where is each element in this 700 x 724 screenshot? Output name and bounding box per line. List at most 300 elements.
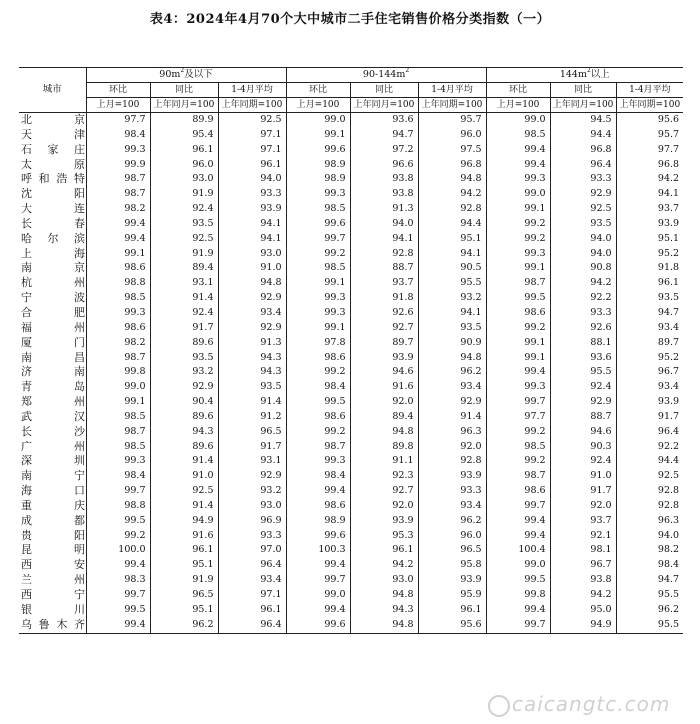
value-cell: 94.0 (550, 247, 616, 262)
value-cell: 96.8 (550, 143, 616, 158)
value-cell: 96.1 (150, 143, 218, 158)
value-cell: 92.8 (418, 202, 486, 217)
city-name: 石家庄 (21, 142, 85, 156)
value-cell: 91.8 (350, 291, 418, 306)
base-header-2-2: 上年同期=100 (616, 98, 683, 113)
value-cell: 99.7 (286, 232, 350, 247)
table-row (19, 410, 683, 425)
value-cell: 94.0 (218, 172, 286, 187)
city-name: 西宁 (21, 588, 85, 601)
table-row (19, 321, 683, 336)
value-cell: 99.1 (486, 336, 550, 351)
value-cell: 94.0 (350, 217, 418, 232)
table-row (19, 529, 683, 544)
value-cell: 94.8 (350, 618, 418, 633)
value-cell: 94.7 (616, 306, 683, 321)
table-row (19, 440, 683, 455)
city-name: 沈阳 (21, 187, 85, 201)
value-cell: 88.1 (550, 336, 616, 351)
value-cell: 93.3 (218, 187, 286, 202)
value-cell: 98.6 (286, 499, 350, 514)
value-cell: 94.2 (550, 588, 616, 603)
value-cell: 99.5 (86, 603, 150, 618)
value-cell: 98.2 (86, 202, 150, 217)
value-cell: 99.2 (86, 529, 150, 544)
value-cell: 91.9 (150, 573, 218, 588)
city-cell (19, 261, 86, 276)
value-cell: 98.1 (550, 543, 616, 558)
value-cell: 96.4 (218, 558, 286, 573)
value-cell: 92.0 (550, 499, 616, 514)
value-cell: 95.3 (350, 529, 418, 544)
value-cell: 96.3 (616, 514, 683, 529)
value-cell: 94.1 (418, 247, 486, 262)
value-cell: 89.9 (150, 113, 218, 128)
city-name: 呼和浩特 (21, 172, 85, 186)
value-cell: 95.6 (418, 618, 486, 633)
value-cell: 92.2 (550, 291, 616, 306)
value-cell: 99.6 (286, 529, 350, 544)
value-cell: 96.5 (218, 425, 286, 440)
value-cell: 94.4 (616, 454, 683, 469)
table-row (19, 484, 683, 499)
city-cell (19, 543, 86, 558)
value-cell: 92.6 (550, 321, 616, 336)
value-cell: 88.7 (350, 261, 418, 276)
value-cell: 94.5 (550, 113, 616, 128)
value-cell: 91.9 (150, 247, 218, 262)
value-cell: 99.0 (286, 588, 350, 603)
value-cell: 99.0 (86, 380, 150, 395)
value-cell: 96.4 (218, 618, 286, 633)
value-cell: 98.9 (286, 514, 350, 529)
city-name: 南昌 (21, 350, 85, 364)
value-cell: 98.6 (86, 261, 150, 276)
city-name: 南京 (21, 261, 85, 275)
value-cell: 94.8 (350, 425, 418, 440)
city-cell (19, 291, 86, 306)
sub-header-0-1: 同比 (150, 83, 218, 98)
value-cell: 93.5 (418, 321, 486, 336)
city-name: 福州 (21, 320, 85, 334)
value-cell: 99.4 (486, 603, 550, 618)
table-row (19, 306, 683, 321)
value-cell: 95.5 (550, 365, 616, 380)
base-header-0-1: 上年同月=100 (150, 98, 218, 113)
sub-header-1-2: 1-4月平均 (418, 83, 486, 98)
value-cell: 96.0 (418, 128, 486, 143)
table-row (19, 425, 683, 440)
value-cell: 98.6 (486, 484, 550, 499)
value-cell: 98.4 (286, 380, 350, 395)
value-cell: 94.1 (616, 187, 683, 202)
city-cell (19, 514, 86, 529)
base-header-2-1: 上年同月=100 (550, 98, 616, 113)
base-header-1-0: 上月=100 (286, 98, 350, 113)
value-cell: 98.7 (86, 425, 150, 440)
value-cell: 96.4 (616, 425, 683, 440)
base-header-row (19, 98, 683, 113)
value-cell: 98.6 (486, 306, 550, 321)
value-cell: 96.2 (418, 365, 486, 380)
table-row (19, 365, 683, 380)
value-cell: 99.0 (486, 558, 550, 573)
value-cell: 99.2 (286, 365, 350, 380)
table-row (19, 558, 683, 573)
value-cell: 96.1 (616, 276, 683, 291)
value-cell: 94.3 (218, 365, 286, 380)
city-cell (19, 247, 86, 262)
value-cell: 95.2 (616, 351, 683, 366)
value-cell: 92.7 (350, 321, 418, 336)
value-cell: 92.9 (218, 291, 286, 306)
value-cell: 97.0 (218, 543, 286, 558)
value-cell: 97.1 (218, 143, 286, 158)
city-cell (19, 172, 86, 187)
value-cell: 92.3 (350, 469, 418, 484)
value-cell: 96.4 (550, 158, 616, 173)
table-title: 表4：2024年4月70个大中城市二手住宅销售价格分类指数（一） (149, 12, 551, 27)
group-header-medium: $90-144m^2$ (286, 68, 486, 83)
value-cell: 98.7 (286, 440, 350, 455)
city-cell (19, 425, 86, 440)
value-cell: 92.5 (150, 484, 218, 499)
city-name: 太原 (21, 157, 85, 171)
table-row (19, 202, 683, 217)
value-cell: 99.2 (486, 321, 550, 336)
value-cell: 91.0 (150, 469, 218, 484)
value-cell: 94.4 (550, 128, 616, 143)
value-cell: 91.6 (350, 380, 418, 395)
value-cell: 91.7 (616, 410, 683, 425)
city-name: 长沙 (21, 424, 85, 438)
value-cell: 99.1 (486, 202, 550, 217)
city-cell (19, 454, 86, 469)
value-cell: 97.7 (86, 113, 150, 128)
value-cell: 99.1 (486, 351, 550, 366)
sub-header-0-0: 环比 (86, 83, 150, 98)
value-cell: 92.9 (218, 469, 286, 484)
value-cell: 93.0 (218, 499, 286, 514)
value-cell: 96.0 (418, 529, 486, 544)
value-cell: 94.1 (350, 232, 418, 247)
value-cell: 88.7 (550, 410, 616, 425)
table-row (19, 232, 683, 247)
value-cell: 99.3 (486, 172, 550, 187)
city-cell (19, 484, 86, 499)
value-cell: 99.4 (286, 484, 350, 499)
city-cell (19, 365, 86, 380)
city-cell (19, 618, 86, 633)
value-cell: 98.5 (86, 440, 150, 455)
city-name: 厦门 (21, 335, 85, 349)
base-header-2-0: 上月=100 (486, 98, 550, 113)
value-cell: 98.6 (286, 410, 350, 425)
value-cell: 99.0 (486, 113, 550, 128)
value-cell: 91.6 (150, 529, 218, 544)
value-cell: 99.2 (486, 454, 550, 469)
value-cell: 95.2 (616, 247, 683, 262)
value-cell: 90.3 (550, 440, 616, 455)
value-cell: 91.4 (150, 499, 218, 514)
value-cell: 99.3 (486, 247, 550, 262)
value-cell: 93.9 (418, 469, 486, 484)
sub-header-2-2: 1-4月平均 (616, 83, 683, 98)
city-name: 乌鲁木齐 (21, 617, 85, 631)
value-cell: 91.1 (350, 454, 418, 469)
value-cell: 90.9 (418, 336, 486, 351)
value-cell: 98.7 (86, 187, 150, 202)
value-cell: 99.4 (86, 217, 150, 232)
city-name: 重庆 (21, 498, 85, 512)
value-cell: 98.8 (86, 276, 150, 291)
city-name: 青岛 (21, 380, 85, 394)
group-header-small: $90m^2$及以下 (86, 68, 286, 83)
value-cell: 98.7 (486, 276, 550, 291)
value-cell: 92.9 (218, 321, 286, 336)
value-cell: 94.3 (218, 351, 286, 366)
value-cell: 89.7 (350, 336, 418, 351)
value-cell: 93.2 (218, 484, 286, 499)
table-row (19, 113, 683, 128)
city-cell (19, 573, 86, 588)
value-cell: 99.7 (286, 573, 350, 588)
value-cell: 99.4 (486, 158, 550, 173)
value-cell: 89.8 (350, 440, 418, 455)
city-name: 杭州 (21, 276, 85, 290)
value-cell: 94.8 (350, 588, 418, 603)
value-cell: 99.5 (286, 395, 350, 410)
city-cell (19, 588, 86, 603)
value-cell: 95.1 (150, 558, 218, 573)
value-cell: 98.5 (486, 440, 550, 455)
value-cell: 99.4 (86, 558, 150, 573)
value-cell: 99.0 (486, 187, 550, 202)
value-cell: 95.5 (418, 276, 486, 291)
value-cell: 97.1 (218, 128, 286, 143)
value-cell: 93.2 (418, 291, 486, 306)
value-cell: 92.9 (550, 395, 616, 410)
value-cell: 91.3 (350, 202, 418, 217)
value-cell: 90.5 (418, 261, 486, 276)
value-cell: 99.2 (486, 425, 550, 440)
base-header-0-2: 上年同期=100 (218, 98, 286, 113)
value-cell: 91.8 (616, 261, 683, 276)
value-cell: 93.4 (218, 573, 286, 588)
value-cell: 89.4 (350, 410, 418, 425)
value-cell: 99.2 (286, 247, 350, 262)
value-cell: 95.9 (418, 588, 486, 603)
value-cell: 95.5 (616, 618, 683, 633)
city-cell (19, 410, 86, 425)
city-cell (19, 336, 86, 351)
table-row (19, 187, 683, 202)
table-row (19, 588, 683, 603)
value-cell: 99.6 (286, 217, 350, 232)
value-cell: 98.2 (86, 336, 150, 351)
table-row (19, 291, 683, 306)
table-row (19, 261, 683, 276)
value-cell: 93.0 (150, 172, 218, 187)
value-cell: 97.2 (350, 143, 418, 158)
value-cell: 93.4 (418, 499, 486, 514)
value-cell: 98.4 (86, 128, 150, 143)
watermark-logo-icon (488, 695, 510, 717)
value-cell: 96.1 (350, 543, 418, 558)
city-name: 哈尔滨 (21, 231, 85, 245)
value-cell: 99.4 (86, 618, 150, 633)
value-cell: 89.6 (150, 410, 218, 425)
value-cell: 94.2 (418, 187, 486, 202)
value-cell: 94.6 (350, 365, 418, 380)
value-cell: 97.1 (218, 588, 286, 603)
value-cell: 91.7 (218, 440, 286, 455)
value-cell: 93.7 (550, 514, 616, 529)
city-name: 长春 (21, 216, 85, 230)
city-name: 宁波 (21, 291, 85, 305)
value-cell: 98.4 (286, 469, 350, 484)
value-cell: 99.3 (86, 306, 150, 321)
city-name: 南宁 (21, 469, 85, 483)
table-row (19, 217, 683, 232)
value-cell: 99.3 (286, 454, 350, 469)
value-cell: 93.9 (350, 351, 418, 366)
base-header-0-0: 上月=100 (86, 98, 150, 113)
value-cell: 96.2 (616, 603, 683, 618)
value-cell: 99.5 (486, 291, 550, 306)
value-cell: 92.5 (616, 469, 683, 484)
city-name: 上海 (21, 246, 85, 260)
value-cell: 91.7 (150, 321, 218, 336)
base-header-1-1: 上年同月=100 (350, 98, 418, 113)
value-cell: 93.2 (150, 365, 218, 380)
value-cell: 99.4 (86, 232, 150, 247)
value-cell: 96.2 (150, 618, 218, 633)
city-name: 兰州 (21, 573, 85, 587)
table-row (19, 454, 683, 469)
value-cell: 99.1 (286, 276, 350, 291)
value-cell: 98.6 (86, 321, 150, 336)
value-cell: 96.5 (150, 588, 218, 603)
value-cell: 99.1 (286, 321, 350, 336)
city-cell (19, 380, 86, 395)
value-cell: 93.9 (418, 573, 486, 588)
value-cell: 91.4 (150, 454, 218, 469)
value-cell: 94.9 (150, 514, 218, 529)
value-cell: 94.7 (616, 573, 683, 588)
value-cell: 91.4 (218, 395, 286, 410)
value-cell: 92.5 (150, 232, 218, 247)
value-cell: 98.4 (616, 558, 683, 573)
value-cell: 92.8 (616, 484, 683, 499)
city-name: 贵阳 (21, 528, 85, 542)
value-cell: 94.2 (550, 276, 616, 291)
value-cell: 98.2 (616, 543, 683, 558)
table-row (19, 618, 683, 633)
value-cell: 99.4 (486, 365, 550, 380)
watermark-text: caicangtc.com (512, 692, 671, 716)
value-cell: 94.1 (218, 232, 286, 247)
value-cell: 99.8 (86, 365, 150, 380)
value-cell: 98.3 (86, 573, 150, 588)
city-name: 合肥 (21, 305, 85, 319)
value-cell: 99.1 (486, 261, 550, 276)
value-cell: 92.0 (418, 440, 486, 455)
value-cell: 98.7 (86, 172, 150, 187)
value-cell: 98.8 (86, 499, 150, 514)
value-cell: 100.0 (86, 543, 150, 558)
value-cell: 92.9 (550, 187, 616, 202)
table-row (19, 143, 683, 158)
value-cell: 92.7 (350, 484, 418, 499)
value-cell: 93.3 (550, 306, 616, 321)
value-cell: 99.5 (86, 514, 150, 529)
value-cell: 99.3 (486, 380, 550, 395)
value-cell: 93.0 (218, 247, 286, 262)
value-cell: 90.8 (550, 261, 616, 276)
value-cell: 98.5 (286, 202, 350, 217)
value-cell: 92.4 (150, 306, 218, 321)
value-cell: 99.8 (486, 588, 550, 603)
value-cell: 93.0 (350, 573, 418, 588)
value-cell: 91.9 (150, 187, 218, 202)
city-cell (19, 603, 86, 618)
value-cell: 96.1 (150, 543, 218, 558)
sub-header-1-0: 环比 (286, 83, 350, 98)
value-cell: 99.4 (486, 143, 550, 158)
table-row (19, 395, 683, 410)
value-cell: 94.4 (418, 217, 486, 232)
city-cell (19, 306, 86, 321)
city-name: 大连 (21, 202, 85, 216)
value-cell: 98.6 (286, 351, 350, 366)
value-cell: 93.7 (616, 202, 683, 217)
city-cell (19, 351, 86, 366)
value-cell: 99.3 (286, 291, 350, 306)
value-cell: 92.5 (218, 113, 286, 128)
value-cell: 91.4 (418, 410, 486, 425)
table-header (19, 68, 683, 113)
value-cell: 93.3 (418, 484, 486, 499)
value-cell: 93.6 (550, 351, 616, 366)
value-cell: 97.8 (286, 336, 350, 351)
value-cell: 99.1 (86, 395, 150, 410)
table-row (19, 336, 683, 351)
value-cell: 99.4 (286, 603, 350, 618)
value-cell: 99.2 (286, 425, 350, 440)
value-cell: 93.1 (218, 454, 286, 469)
value-cell: 97.7 (616, 143, 683, 158)
value-cell: 98.5 (486, 128, 550, 143)
value-cell: 93.5 (150, 351, 218, 366)
city-cell (19, 395, 86, 410)
value-cell: 91.2 (218, 410, 286, 425)
value-cell: 93.4 (418, 380, 486, 395)
city-cell (19, 232, 86, 247)
value-cell: 93.3 (550, 172, 616, 187)
value-cell: 89.4 (150, 261, 218, 276)
value-cell: 99.3 (86, 143, 150, 158)
value-cell: 94.6 (550, 425, 616, 440)
value-cell: 93.9 (350, 514, 418, 529)
value-cell: 95.1 (616, 232, 683, 247)
value-cell: 94.9 (550, 618, 616, 633)
value-cell: 95.1 (418, 232, 486, 247)
value-cell: 93.8 (550, 573, 616, 588)
value-cell: 99.0 (286, 113, 350, 128)
value-cell: 99.7 (86, 588, 150, 603)
value-cell: 93.8 (350, 187, 418, 202)
